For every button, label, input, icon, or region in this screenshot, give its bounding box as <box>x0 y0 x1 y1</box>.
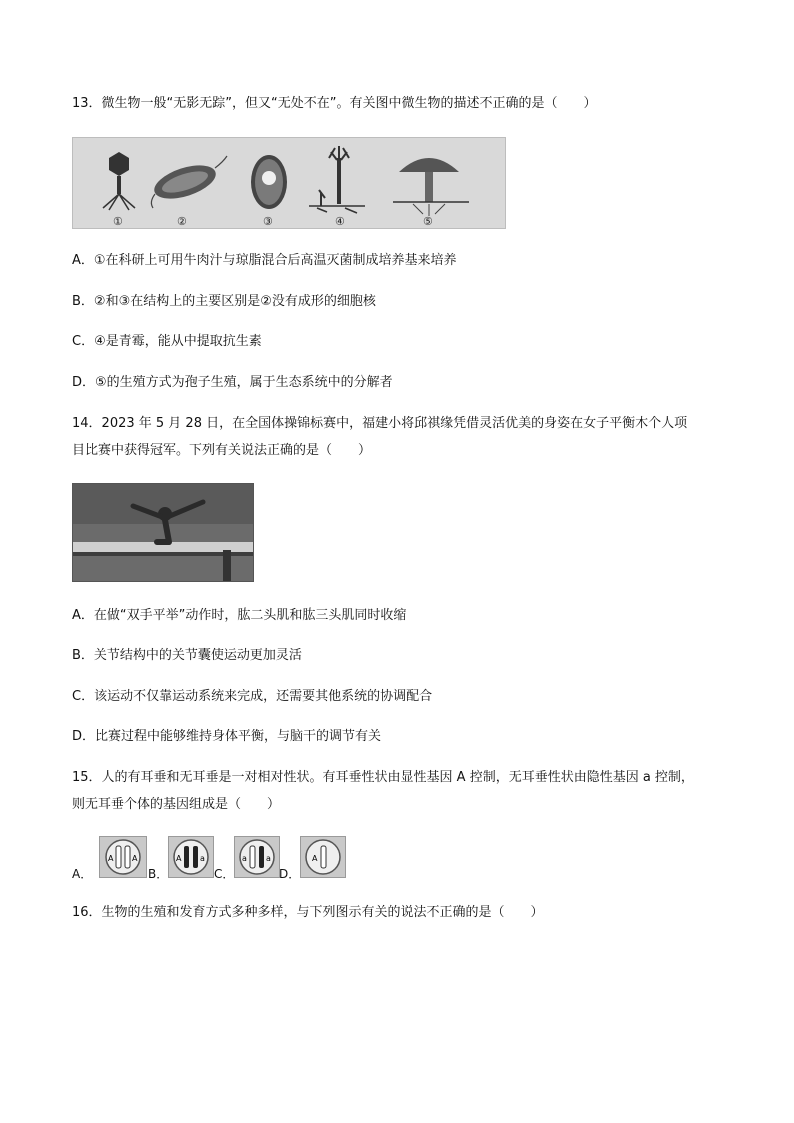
q13-option-a: A．①在科研上可用牛肉汁与琼脂混合后高温灭菌制成培养基来培养 <box>72 253 457 268</box>
microbe-illustrations <box>73 138 505 228</box>
yeast-cell-icon <box>251 155 287 209</box>
q13-stem: 13．微生物一般“无影无踪”，但又“无处不在”。有关图中微生物的描述不正确的是（ ） <box>72 96 597 111</box>
q14-option-b: B．关节结构中的关节囊使运动更加灵活 <box>72 648 302 663</box>
q15-stem-line1: 15．人的有耳垂和无耳垂是一对相对性状。有耳垂性状由显性基因 A 控制，无耳垂性状由隐性基因 a 控制， <box>72 770 694 785</box>
q15-option-b-cell <box>168 836 214 878</box>
q14-stem-line1: 14．2023 年 5 月 28 日，在全国体操锦标赛中，福建小将邱祺缘凭借灵活优美的身姿在女子平衡木个人项 <box>72 416 688 431</box>
penicillium-icon <box>309 146 365 213</box>
q15-option-d-label: D． <box>279 867 301 881</box>
bacteriophage-icon <box>103 152 135 210</box>
figure-label-2: ② <box>177 215 187 228</box>
q16-stem: 16．生物的生殖和发育方式多种多样，与下列图示有关的说法不正确的是（ ） <box>72 905 544 920</box>
gene-a-right: A <box>132 854 138 863</box>
q14-stem-line2: 目比赛中获得冠军。下列有关说法正确的是（ ） <box>72 443 372 458</box>
q15-option-d-cell <box>300 836 346 878</box>
gene-c-left: a <box>242 854 247 863</box>
q14-gymnast-photo <box>72 483 254 582</box>
q13-option-b: B．②和③在结构上的主要区别是②没有成形的细胞核 <box>72 294 376 309</box>
q15-stem-line2: 则无耳垂个体的基因组成是（ ） <box>72 797 281 812</box>
q15-option-a-label: A． <box>72 867 93 881</box>
figure-label-1: ① <box>113 215 123 228</box>
bacterium-icon <box>150 156 227 208</box>
q13-option-c: C．④是青霉，能从中提取抗生素 <box>72 334 262 349</box>
q15-option-c-label: C． <box>214 867 235 881</box>
figure-label-3: ③ <box>263 215 273 228</box>
q13-microbe-figure <box>72 137 506 229</box>
gene-b-right: a <box>200 854 205 863</box>
gene-b-left: A <box>176 854 182 863</box>
q14-option-a: A．在做“双手平举”动作时，肱二头肌和肱三头肌同时收缩 <box>72 608 407 623</box>
figure-label-4: ④ <box>335 215 345 228</box>
figure-label-5: ⑤ <box>423 215 433 228</box>
q15-option-a-cell <box>99 836 147 878</box>
q15-option-b-label: B． <box>148 867 169 881</box>
q14-option-d: D．比赛过程中能够维持身体平衡，与脑干的调节有关 <box>72 729 382 744</box>
gene-d-left: A <box>312 854 318 863</box>
balance-beam-photo <box>73 484 253 581</box>
q15-option-c-cell <box>234 836 280 878</box>
q14-option-c: C．该运动不仅靠运动系统来完成，还需要其他系统的协调配合 <box>72 689 433 704</box>
mushroom-icon <box>393 158 469 216</box>
q13-option-d: D．⑤的生殖方式为孢子生殖，属于生态系统中的分解者 <box>72 375 393 390</box>
gene-c-right: a <box>266 854 271 863</box>
gene-a-left: A <box>108 854 114 863</box>
